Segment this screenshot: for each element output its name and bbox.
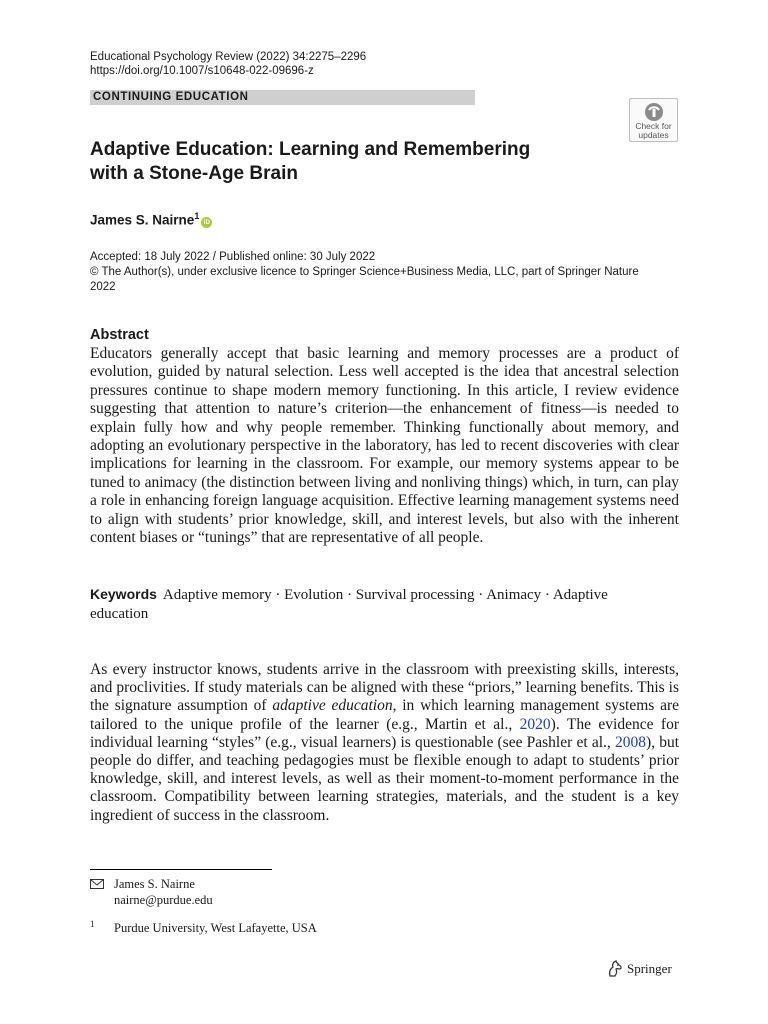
publisher-name: Springer [627, 961, 672, 976]
check-for-updates-badge[interactable] [629, 98, 678, 142]
envelope-icon [90, 879, 104, 889]
abstract-heading: Abstract [90, 327, 149, 343]
citation-link-martin[interactable]: 2020 [519, 715, 551, 733]
intro-text-3: ). The evidence for individual learning “styles” (e.g., visual learners) is questionable (see Pashler et al., [90, 715, 679, 751]
citation-link-pashler[interactable]: 2008 [614, 733, 646, 751]
springer-logo [606, 959, 672, 979]
publication-dates: Accepted: 18 July 2022 / Published online: 30 July 2022 [90, 251, 376, 263]
affiliation-superscript: 1 [194, 211, 200, 221]
intro-text-1: As every instructor knows, students arrive in the classroom with preexisting skills, interests, and proclivities. If study materials can be aligned with these “priors,” learning benefits. This is the signature assumption of [90, 661, 679, 715]
intro-text-2: , in which learning management systems are tailored to the unique profile of the learner (e.g., Martin et al., [90, 697, 679, 733]
keywords-list: Adaptive memory · Evolution · Survival processing · Animacy · Adaptive education [90, 587, 608, 622]
intro-emphasis: adaptive education [272, 697, 393, 715]
doi-link[interactable]: https://doi.org/10.1007/s10648-022-09696-z [90, 65, 314, 77]
paper-title: Adaptive Education: Learning and Remembering with a Stone-Age Brain [90, 139, 531, 184]
copyright-notice: © The Author(s), under exclusive licence to Springer Science+Business Media, LLC, part of Springer Nature 2022 [90, 266, 639, 293]
springer-horse-icon [606, 960, 623, 978]
badge-line-2: updates [638, 130, 669, 140]
keywords-label: Keywords [90, 586, 157, 602]
affiliation-number: 1 [90, 919, 95, 929]
section-banner: CONTINUING EDUCATION [90, 90, 475, 105]
corresponding-author-name: James S. Nairne [114, 877, 195, 891]
footnote-divider [90, 869, 272, 870]
affiliation-text: Purdue University, West Lafayette, USA [114, 921, 317, 935]
intro-paragraph [90, 661, 679, 825]
author-line [90, 207, 212, 230]
corresponding-author-email[interactable]: nairne@purdue.edu [114, 893, 213, 907]
orcid-icon[interactable]: iD [201, 217, 212, 228]
journal-citation: Educational Psychology Review (2022) 34:2275–2296 [90, 51, 367, 63]
keywords [90, 585, 650, 624]
check-for-updates-icon [643, 102, 665, 122]
intro-text-4: ), but people do differ, and teaching pedagogies must be flexible enough to adapt to students’ prior knowledge, skill, and interest levels, as well as their moment-to-moment performance in the classroom. Compatibility between learning strategies, materials, and the student is a key ingredient of success in the classroom. [90, 733, 679, 824]
badge-line-1: Check for [635, 121, 672, 131]
abstract-text: Educators generally accept that basic learning and memory processes are a product of evolution, guided by natural selection. Less well accepted is the idea that ancestral selection pressures continue to shape modern memory functioning. In this article, I review evidence suggesting that attention to nature’s criterion—the enhancement of fitness—is needed to explain fully how and why people remember. Thinking functionally about memory, and adopting an evolutionary perspective in the laboratory, has led to recent discoveries with clear implications for learning in the classroom. For example, our memory systems appear to be tuned to animacy (the distinction between living and nonliving things) which, in turn, can play a role in enhancing foreign language acquisition. Effective learning management systems need to align with students’ prior knowledge, skill, and interest levels, but also with the inherent content biases or “tunings” that are representative of all people. [90, 345, 679, 547]
author-name: James S. Nairne [90, 212, 195, 228]
